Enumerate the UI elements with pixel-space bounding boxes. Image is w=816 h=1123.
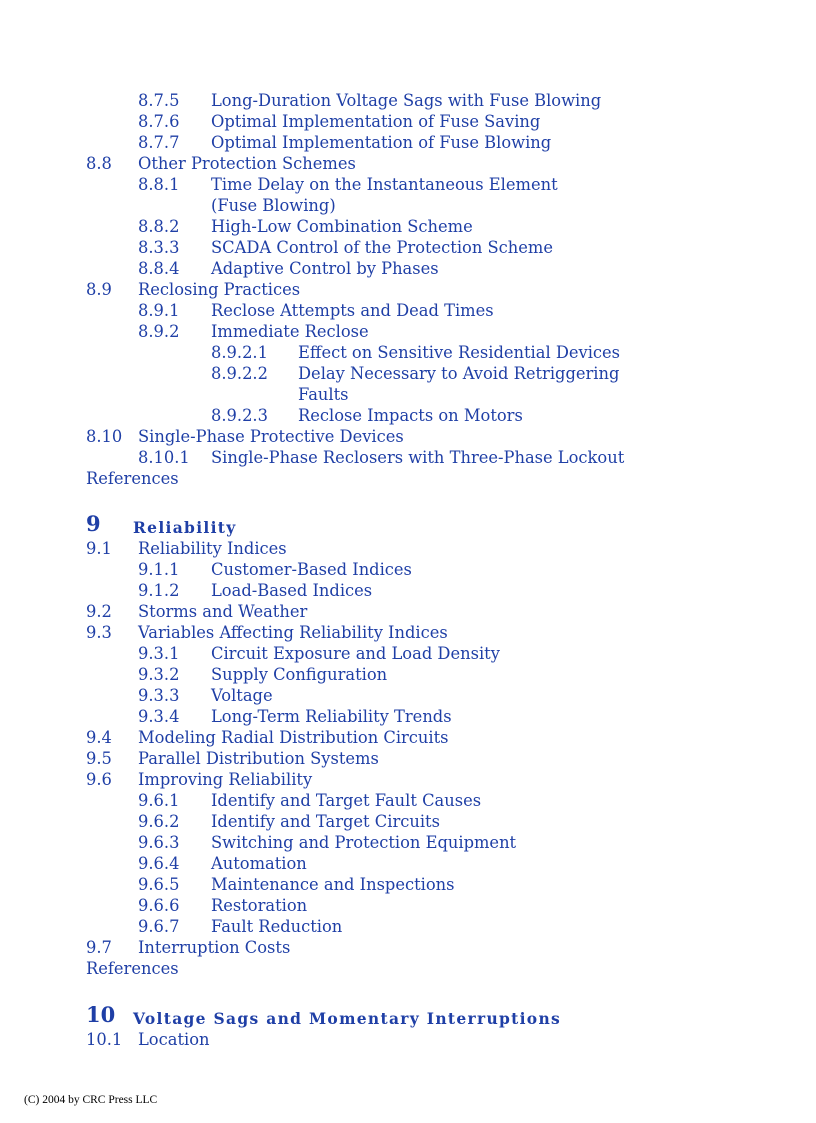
toc-entry[interactable] xyxy=(0,447,816,468)
section-number: 8.3.3 xyxy=(138,238,180,257)
section-number: 9.3.2 xyxy=(138,665,180,684)
section-number: 9.3.4 xyxy=(138,707,180,726)
toc-entry[interactable] xyxy=(0,643,816,664)
section-number: 8.10 xyxy=(86,427,123,446)
section-number: 9.6.1 xyxy=(138,791,180,810)
section-number: 9.6.5 xyxy=(138,875,180,894)
section-title: Single-Phase Reclosers with Three-Phase Lockout xyxy=(211,448,625,467)
section-number: 9.3.1 xyxy=(138,644,180,663)
section-title: Immediate Reclose xyxy=(211,322,369,341)
section-title: Time Delay on the Instantaneous Element xyxy=(211,175,558,194)
section-number: 9.7 xyxy=(86,938,112,957)
section-title: Voltage xyxy=(211,686,273,705)
section-number: 9.5 xyxy=(86,749,112,768)
section-title: Supply Configuration xyxy=(211,665,388,684)
section-number: 8.8.1 xyxy=(138,175,180,194)
section-title: References xyxy=(86,959,179,978)
section-title: Circuit Exposure and Load Density xyxy=(211,644,500,663)
toc-entry[interactable] xyxy=(0,405,816,426)
toc-entry[interactable] xyxy=(0,685,816,706)
section-title: Fault Reduction xyxy=(211,917,343,936)
copyright-footer: (C) 2004 by CRC Press LLC xyxy=(24,1094,158,1106)
section-number: 8.9.2.1 xyxy=(211,343,268,362)
section-title: Location xyxy=(138,1030,210,1049)
section-title: Optimal Implementation of Fuse Saving xyxy=(211,112,541,131)
toc-entry[interactable] xyxy=(0,601,816,622)
section-title: High-Low Combination Scheme xyxy=(211,217,473,236)
toc-entry[interactable] xyxy=(0,916,816,937)
toc-entry[interactable] xyxy=(0,300,816,321)
section-number: 10.1 xyxy=(86,1030,123,1049)
section-number: 9.6.6 xyxy=(138,896,180,915)
toc-entry[interactable] xyxy=(0,132,816,153)
toc-entry[interactable] xyxy=(0,90,816,111)
section-title: Optimal Implementation of Fuse Blowing xyxy=(211,133,552,152)
toc-entry[interactable] xyxy=(0,426,816,447)
section-title: Reclose Attempts and Dead Times xyxy=(211,301,494,320)
section-number: 8.7.5 xyxy=(138,91,180,110)
chapter-title: Reliability xyxy=(133,518,237,537)
toc-references[interactable] xyxy=(0,468,816,489)
section-number: 9.1.2 xyxy=(138,581,180,600)
section-title: SCADA Control of the Protection Scheme xyxy=(211,238,553,257)
section-number: 8.7.7 xyxy=(138,133,180,152)
chapter-title: Voltage Sags and Momentary Interruptions xyxy=(133,1009,562,1028)
toc-entry[interactable] xyxy=(0,853,816,874)
section-number: 9.3 xyxy=(86,623,112,642)
section-number: 9.6 xyxy=(86,770,112,789)
section-title: Reclose Impacts on Motors xyxy=(298,406,523,425)
chapter-number: 10 xyxy=(86,1002,116,1027)
toc-entry[interactable] xyxy=(0,174,816,195)
section-title: Load-Based Indices xyxy=(211,581,373,600)
section-number: 8.9.2 xyxy=(138,322,180,341)
toc-entry[interactable] xyxy=(0,1029,816,1050)
section-number: 8.9.2.3 xyxy=(211,406,268,425)
toc-entry[interactable] xyxy=(0,664,816,685)
section-number: 8.9 xyxy=(86,280,112,299)
toc-entry[interactable] xyxy=(0,216,816,237)
toc-entry[interactable] xyxy=(0,321,816,342)
section-title: Long-Duration Voltage Sags with Fuse Blowing xyxy=(211,91,602,110)
toc-entry[interactable] xyxy=(0,580,816,601)
section-title: (Fuse Blowing) xyxy=(211,196,336,215)
section-number: 9.6.2 xyxy=(138,812,180,831)
toc-entry[interactable] xyxy=(0,153,816,174)
section-title: Faults xyxy=(298,385,349,404)
section-title: Reliability Indices xyxy=(138,539,287,558)
section-title: Long-Term Reliability Trends xyxy=(211,707,452,726)
toc-entry[interactable] xyxy=(0,538,816,559)
section-title: Identify and Target Circuits xyxy=(211,812,440,831)
toc-entry[interactable] xyxy=(0,111,816,132)
toc-entry[interactable] xyxy=(0,384,816,405)
section-number: 9.1 xyxy=(86,539,112,558)
section-title: References xyxy=(86,469,179,488)
section-number: 9.4 xyxy=(86,728,112,747)
section-number: 8.9.2.2 xyxy=(211,364,268,383)
section-number: 9.3.3 xyxy=(138,686,180,705)
section-number: 9.1.1 xyxy=(138,560,180,579)
section-number: 8.8 xyxy=(86,154,112,173)
toc-entry[interactable] xyxy=(0,622,816,643)
section-title: Maintenance and Inspections xyxy=(211,875,455,894)
toc-entry[interactable] xyxy=(0,748,816,769)
section-title: Adaptive Control by Phases xyxy=(211,259,439,278)
section-number: 8.8.2 xyxy=(138,217,180,236)
section-title: Other Protection Schemes xyxy=(138,154,356,173)
toc-chapter-heading[interactable] xyxy=(0,1002,816,1029)
section-title: Reclosing Practices xyxy=(138,280,301,299)
chapter-number: 9 xyxy=(86,511,101,536)
toc-entry[interactable] xyxy=(0,832,816,853)
section-title: Single-Phase Protective Devices xyxy=(138,427,404,446)
section-title: Improving Reliability xyxy=(138,770,313,789)
toc-entry[interactable] xyxy=(0,706,816,727)
toc-entry[interactable] xyxy=(0,874,816,895)
toc-entry[interactable] xyxy=(0,195,816,216)
toc-entry[interactable] xyxy=(0,258,816,279)
toc-chapter-heading[interactable] xyxy=(0,511,816,538)
section-title: Switching and Protection Equipment xyxy=(211,833,517,852)
toc-entry[interactable] xyxy=(0,769,816,790)
section-title: Modeling Radial Distribution Circuits xyxy=(138,728,449,747)
section-title: Identify and Target Fault Causes xyxy=(211,791,482,810)
section-title: Interruption Costs xyxy=(138,938,291,957)
section-title: Effect on Sensitive Residential Devices xyxy=(298,343,621,362)
section-number: 8.10.1 xyxy=(138,448,190,467)
section-title: Restoration xyxy=(211,896,308,915)
section-number: 9.6.7 xyxy=(138,917,180,936)
toc-entry[interactable] xyxy=(0,342,816,363)
toc-entry[interactable] xyxy=(0,237,816,258)
section-number: 8.7.6 xyxy=(138,112,180,131)
toc-entry[interactable] xyxy=(0,559,816,580)
toc-references[interactable] xyxy=(0,958,816,979)
toc-entry[interactable] xyxy=(0,363,816,384)
toc-entry[interactable] xyxy=(0,790,816,811)
section-title: Customer-Based Indices xyxy=(211,560,412,579)
toc-entry[interactable] xyxy=(0,895,816,916)
toc-entry[interactable] xyxy=(0,811,816,832)
toc-entry[interactable] xyxy=(0,937,816,958)
section-title: Automation xyxy=(211,854,307,873)
section-title: Parallel Distribution Systems xyxy=(138,749,379,768)
section-number: 8.9.1 xyxy=(138,301,180,320)
section-title: Variables Affecting Reliability Indices xyxy=(138,623,448,642)
section-title: Delay Necessary to Avoid Retriggering xyxy=(298,364,620,383)
section-number: 9.2 xyxy=(86,602,112,621)
section-number: 9.6.3 xyxy=(138,833,180,852)
toc-entry[interactable] xyxy=(0,727,816,748)
section-title: Storms and Weather xyxy=(138,602,308,621)
section-number: 8.8.4 xyxy=(138,259,180,278)
toc-entry[interactable] xyxy=(0,279,816,300)
section-number: 9.6.4 xyxy=(138,854,180,873)
